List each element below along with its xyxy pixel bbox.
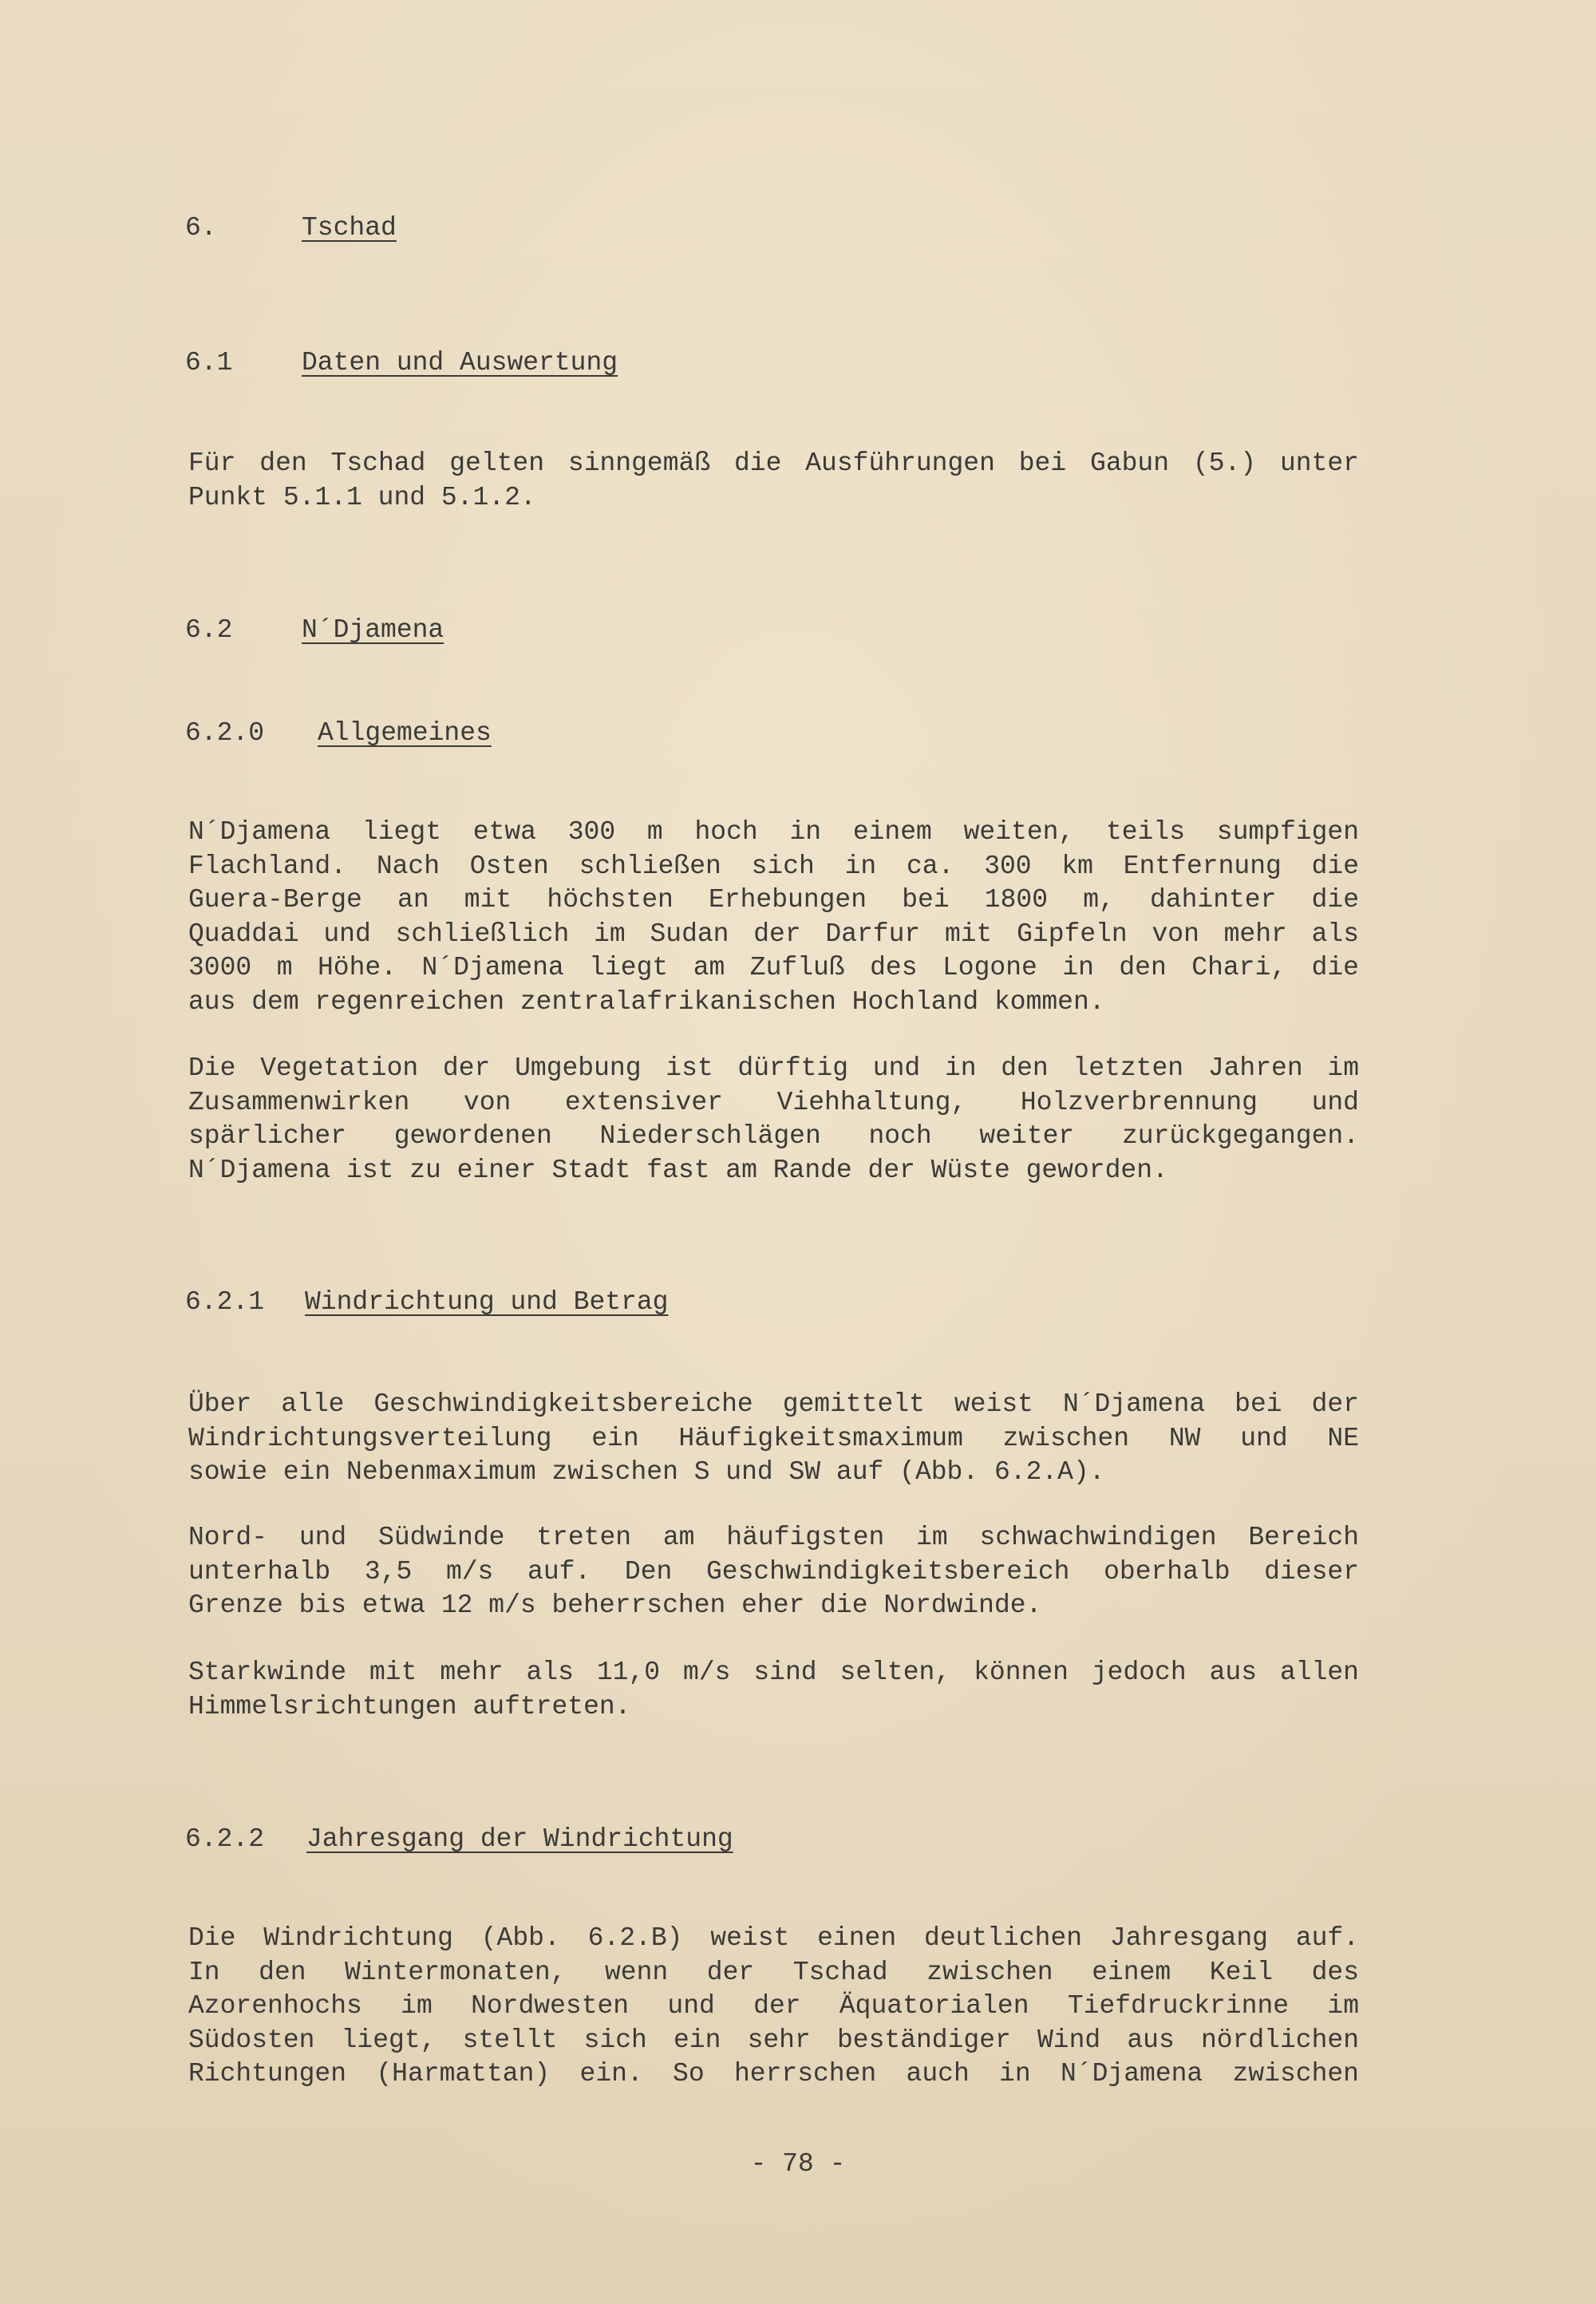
paragraph-6-1: [188, 447, 1359, 515]
text-line: sowie ein Nebenmaximum zwischen S und SW auf (Abb. 6.2.A).: [188, 1457, 1105, 1487]
text-line: Über alle Geschwindigkeitsbereiche gemittelt weist N´Djamena bei der: [188, 1389, 1359, 1419]
section-number: 6.1: [185, 348, 233, 377]
text-line: Richtungen (Harmattan) ein. So herrschen auch in N´Djamena zwischen: [188, 2059, 1359, 2089]
section-title: Jahresgang der Windrichtung: [306, 1824, 733, 1854]
section-number: 6.2.1: [185, 1287, 265, 1317]
paragraph-6-2-1-a: [188, 1388, 1359, 1490]
text-line: Windrichtungsverteilung ein Häufigkeitsmaximum zwischen NW und NE: [188, 1423, 1359, 1453]
section-number: 6.2.0: [185, 718, 265, 748]
text-line: Quaddai und schließlich im Sudan der Darfur mit Gipfeln von mehr als: [188, 919, 1359, 949]
paragraph-6-2-1-c: [188, 1656, 1359, 1724]
section-title: Tschad: [302, 213, 397, 243]
text-line: Zusammenwirken von extensiver Viehhaltung, Holzverbrennung und: [188, 1087, 1359, 1117]
text-line: Flachland. Nach Osten schließen sich in ca. 300 km Entfernung die: [188, 851, 1359, 881]
text-line: Punkt 5.1.1 und 5.1.2.: [188, 482, 536, 512]
text-line: spärlicher gewordenen Niederschlägen noch weiter zurückgegangen.: [188, 1121, 1359, 1151]
text-line: Die Windrichtung (Abb. 6.2.B) weist einen deutlichen Jahresgang auf.: [188, 1923, 1359, 1953]
text-line: Nord- und Südwinde treten am häufigsten im schwachwindigen Bereich: [188, 1523, 1359, 1552]
page-number: - 78 -: [750, 2149, 846, 2179]
paragraph-6-2-2-a: [188, 1922, 1359, 2092]
text-line: Südosten liegt, stellt sich ein sehr beständiger Wind aus nördlichen: [188, 2025, 1359, 2055]
section-title: Allgemeines: [318, 718, 492, 748]
text-line: unterhalb 3,5 m/s auf. Den Geschwindigkeitsbereich oberhalb dieser: [188, 1556, 1359, 1587]
section-title: Daten und Auswertung: [302, 348, 618, 377]
section-title: Windrichtung und Betrag: [305, 1287, 669, 1317]
text-line: aus dem regenreichen zentralafrikanischen Hochland kommen.: [188, 986, 1105, 1017]
section-number: 6.2.2: [185, 1824, 265, 1854]
text-line: Grenze bis etwa 12 m/s beherrschen eher die Nordwinde.: [188, 1591, 1042, 1620]
paragraph-6-2-1-b: [188, 1521, 1359, 1623]
section-title: N´Djamena: [302, 615, 444, 645]
section-number: 6.: [185, 213, 217, 243]
text-line: Himmelsrichtungen auftreten.: [188, 1691, 631, 1721]
paragraph-6-2-0-b: [188, 1052, 1359, 1188]
paragraph-6-2-0-a: [188, 816, 1359, 1019]
text-line: Für den Tschad gelten sinngemäß die Ausführungen bei Gabun (5.) unter: [188, 449, 1359, 478]
text-line: Guera-Berge an mit höchsten Erhebungen bei 1800 m, dahinter die: [188, 885, 1359, 915]
section-number: 6.2: [185, 615, 233, 645]
text-line: N´Djamena liegt etwa 300 m hoch in einem weiten, teils sumpfigen: [188, 817, 1359, 847]
text-line: In den Wintermonaten, wenn der Tschad zwischen einem Keil des: [188, 1957, 1359, 1987]
text-line: Die Vegetation der Umgebung ist dürftig und in den letzten Jahren im: [188, 1053, 1359, 1083]
text-line: 3000 m Höhe. N´Djamena liegt am Zufluß des Logone in den Chari, die: [188, 953, 1359, 982]
text-line: Azorenhochs im Nordwesten und der Äquatorialen Tiefdruckrinne im: [188, 1991, 1359, 2021]
text-line: Starkwinde mit mehr als 11,0 m/s sind selten, können jedoch aus allen: [188, 1658, 1359, 1687]
text-line: N´Djamena ist zu einer Stadt fast am Rande der Wüste geworden.: [188, 1155, 1168, 1185]
